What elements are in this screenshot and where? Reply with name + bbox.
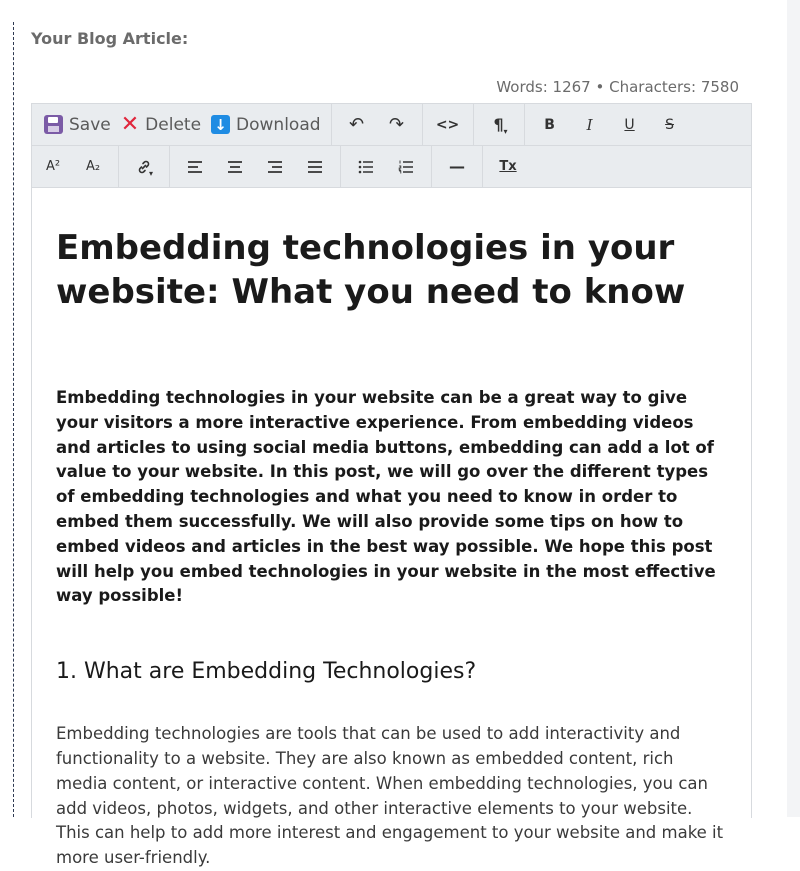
download-label: Download [236,114,321,135]
toolbar-row-1 [32,104,751,145]
toolbar-row-2 [32,145,751,187]
align-left-icon [187,160,203,174]
floppy-disk-icon [44,115,63,134]
page-scroll-gutter [787,0,800,817]
article-intro-paragraph: Embedding technologies in your website can be a great way to give your visitors a more interactive experience. From embedding videos and articles to using social media buttons, embedding can add a lot of value to your website. In this post, we will go over the different types of embedding technologies and what you need to know in order to embed them successfully. We will also provide some tips on how to embed videos and articles in the best way possible. We hope this post will help you embed technologies in your website in the most effective way possible! [56,388,716,606]
align-left-button[interactable] [176,151,214,183]
code-icon: <> [435,116,460,133]
paragraph-group [474,104,525,145]
rich-text-editor [31,103,752,868]
link-group [119,146,170,187]
section-body-paragraph: Embedding technologies are tools that can be used to add interactivity and functionality to a website. They are also known as embedded content, rich media content, or interactive content. When embedding technologies, you can add videos, photos, widgets, and other interactive elements to your website. This can help to add more interest and engagement to your website and make it more user-friendly. [56,724,724,868]
code-view-button[interactable] [429,109,467,141]
bold-icon: B [544,116,555,133]
download-button[interactable] [207,110,325,140]
editor-content-area[interactable] [32,188,751,871]
character-count: Characters: 7580 [609,78,739,96]
code-group [423,104,474,145]
bullet-list-button[interactable] [347,151,385,183]
clear-format-icon: Tx [499,159,517,174]
numbered-list-button[interactable] [387,151,425,183]
delete-button[interactable] [117,110,205,140]
align-right-button[interactable] [256,151,294,183]
save-label: Save [69,114,111,135]
count-separator: • [595,78,605,96]
align-center-icon [227,160,243,174]
paragraph-icon: ¶ [493,115,504,134]
align-justify-button[interactable] [296,151,334,183]
underline-icon: U [624,116,635,133]
close-x-icon: ✕ [120,111,140,137]
align-center-button[interactable] [216,151,254,183]
undo-button[interactable] [338,109,376,141]
horizontal-rule-icon: — [449,157,465,176]
superscript-icon: A² [45,159,61,174]
clear-format-button[interactable] [489,151,527,183]
history-group [332,104,423,145]
superscript-button[interactable] [34,151,72,183]
clear-format-group [483,146,533,187]
caret-down-icon: ▾ [148,168,153,178]
section-label: Your Blog Article: [31,29,189,48]
file-actions-group [32,104,332,145]
strikethrough-button[interactable] [651,109,689,141]
align-justify-icon [307,160,323,174]
align-right-icon [267,160,283,174]
underline-button[interactable] [611,109,649,141]
article-title: Embedding technologies in your website: What you need to know [56,228,686,312]
horizontal-rule-button[interactable] [438,151,476,183]
numbered-list-icon [398,160,414,174]
subscript-icon: A₂ [85,159,101,174]
caret-down-icon: ▾ [503,126,508,136]
align-group [170,146,341,187]
save-button[interactable] [40,110,115,140]
redo-button[interactable] [378,109,416,141]
subscript-button[interactable] [74,151,112,183]
word-character-count [496,78,739,96]
hr-group [432,146,483,187]
italic-icon: I [586,115,593,134]
download-arrow-icon: ↓ [211,115,230,134]
undo-icon: ↶ [349,114,365,135]
script-group [32,146,119,187]
paragraph-format-dropdown[interactable] [480,109,518,141]
dashed-guide-line [13,22,14,817]
delete-label: Delete [145,114,202,135]
bullet-list-icon [358,160,374,174]
redo-icon: ↷ [389,114,405,135]
editor-toolbar [32,104,751,188]
strikethrough-icon: S [665,116,674,133]
word-count: Words: 1267 [496,78,591,96]
bold-button[interactable] [531,109,569,141]
link-dropdown[interactable] [125,151,163,183]
list-group [341,146,432,187]
section-heading: 1. What are Embedding Technologies? [56,659,477,685]
text-style-group [525,104,723,145]
italic-button[interactable] [571,109,609,141]
